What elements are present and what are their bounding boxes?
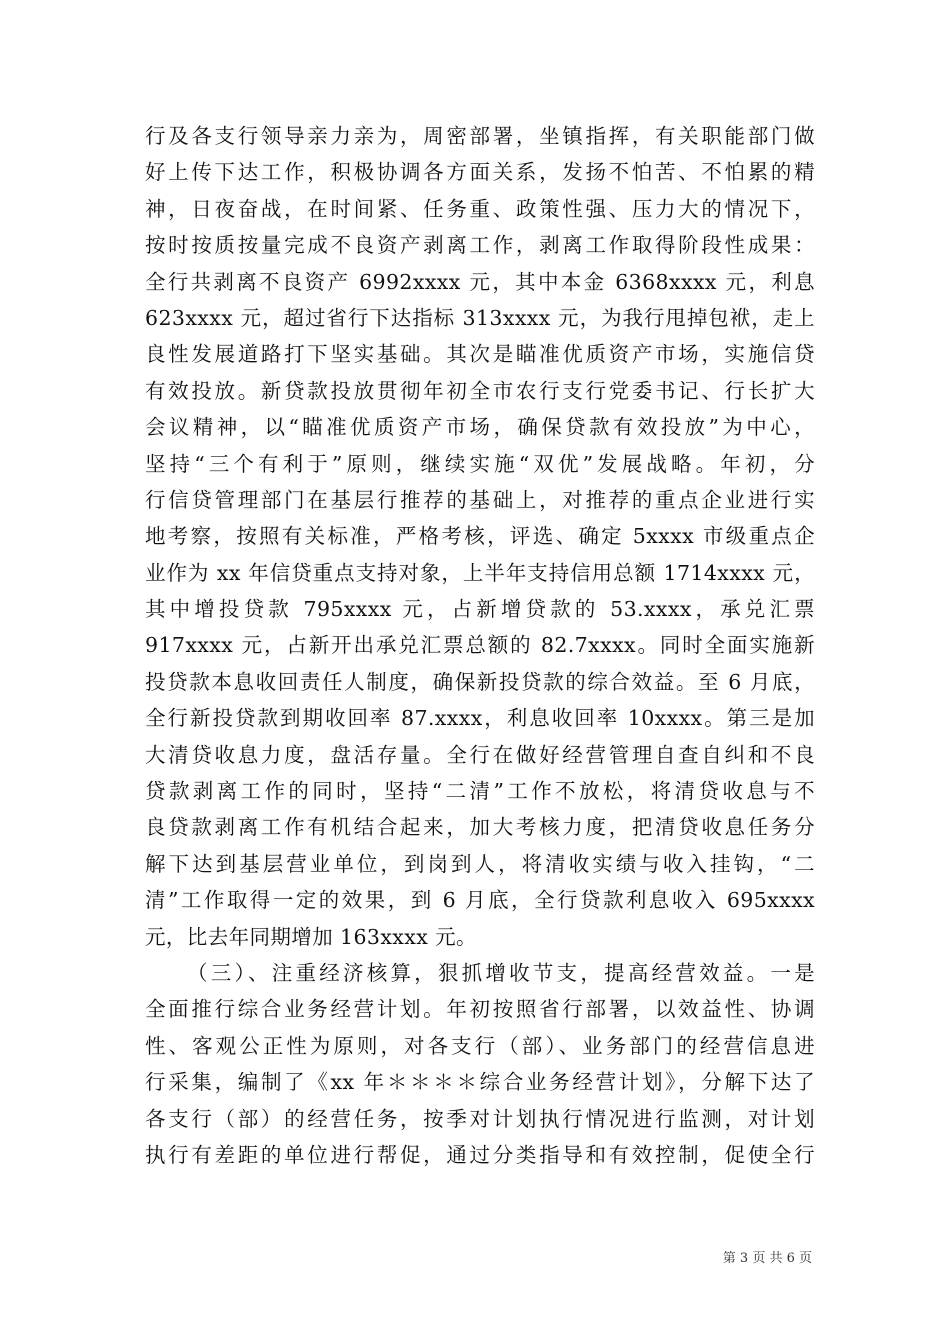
text-line: 投贷款本息收回责任人制度，确保新投贷款的综合效益。至 6 月底， (145, 669, 815, 694)
text-line: 贷款剥离工作的同时，坚持“二清”工作不放松，将清贷收息与不 (145, 779, 815, 804)
text-line: 解下达到基层营业单位，到岗到人，将清收实绩与收入挂钩，“二 (145, 851, 815, 876)
text-line: 行及各支行领导亲力亲为，周密部署，坐镇指挥，有关职能部门做 (145, 124, 815, 148)
text-line: 会议精神，以“瞄准优质资产市场，确保贷款有效投放”为中心， (145, 415, 815, 440)
text-line: 大清贷收息力度，盘活存量。全行在做好经营管理自查自纠和不良 (145, 742, 815, 767)
text-line: 有效投放。新贷款投放贯彻年初全市农行支行党委书记、行长扩大 (145, 378, 815, 403)
text-line: 全行共剥离不良资产 6992xxxx 元，其中本金 6368xxxx 元，利息 (145, 269, 815, 294)
text-line: 性、客观公正性为原则，对各支行（部）、业务部门的经营信息进 (145, 1033, 815, 1058)
text-line: 业作为 xx 年信贷重点支持对象，上半年支持信用总额 1714xxxx 元， (145, 560, 815, 585)
text-line: 好上传下达工作，积极协调各方面关系，发扬不怕苦、不怕累的精 (145, 160, 815, 185)
text-line: 坚持“三个有利于”原则，继续实施“双优”发展战略。年初，分 (145, 451, 815, 476)
text-line: 执行有差距的单位进行帮促，通过分类指导和有效控制，促使全行 (145, 1142, 815, 1167)
text-line: 良贷款剥离工作有机结合起来，加大考核力度，把清贷收息任务分 (145, 815, 815, 840)
text-line: 地考察，按照有关标准，严格考核，评选、确定 5xxxx 市级重点企 (145, 524, 815, 549)
text-line: 神，日夜奋战，在时间紧、任务重、政策性强、压力大的情况下， (145, 196, 815, 221)
paragraph-heading-line: （三）、注重经济核算，狠抓增收节支，提高经营效益。一是 (187, 960, 815, 985)
page-number: 第 3 页 共 6 页 (722, 1251, 812, 1266)
text-line: 清”工作取得一定的效果，到 6 月底，全行贷款利息收入 695xxxx (145, 888, 815, 913)
text-line: 其中增投贷款 795xxxx 元，占新增贷款的 53.xxxx，承兑汇票 (145, 597, 815, 622)
text-line: 元，比去年同期增加 163xxxx 元。 (145, 924, 477, 949)
text-line: 各支行（部）的经营任务，按季对计划执行情况进行监测，对计划 (145, 1106, 815, 1131)
text-line: 行采集，编制了《xx 年＊＊＊＊综合业务经营计划》，分解下达了 (145, 1070, 815, 1095)
text-line: 全行新投贷款到期收回率 87.xxxx，利息收回率 10xxxx。第三是加 (145, 706, 815, 731)
text-line: 行信贷管理部门在基层行推荐的基础上，对推荐的重点企业进行实 (145, 487, 815, 512)
text-line: 按时按质按量完成不良资产剥离工作，剥离工作取得阶段性成果： (145, 233, 815, 258)
text-line: 全面推行综合业务经营计划。年初按照省行部署，以效益性、协调 (145, 997, 815, 1022)
body-text (145, 118, 815, 1173)
text-line: 623xxxx 元，超过省行下达指标 313xxxx 元，为我行甩掉包袱，走上 (145, 305, 815, 330)
text-line: 良性发展道路打下坚实基础。其次是瞄准优质资产市场，实施信贷 (145, 342, 815, 367)
text-line: 917xxxx 元，占新开出承兑汇票总额的 82.7xxxx。同时全面实施新 (145, 633, 815, 658)
